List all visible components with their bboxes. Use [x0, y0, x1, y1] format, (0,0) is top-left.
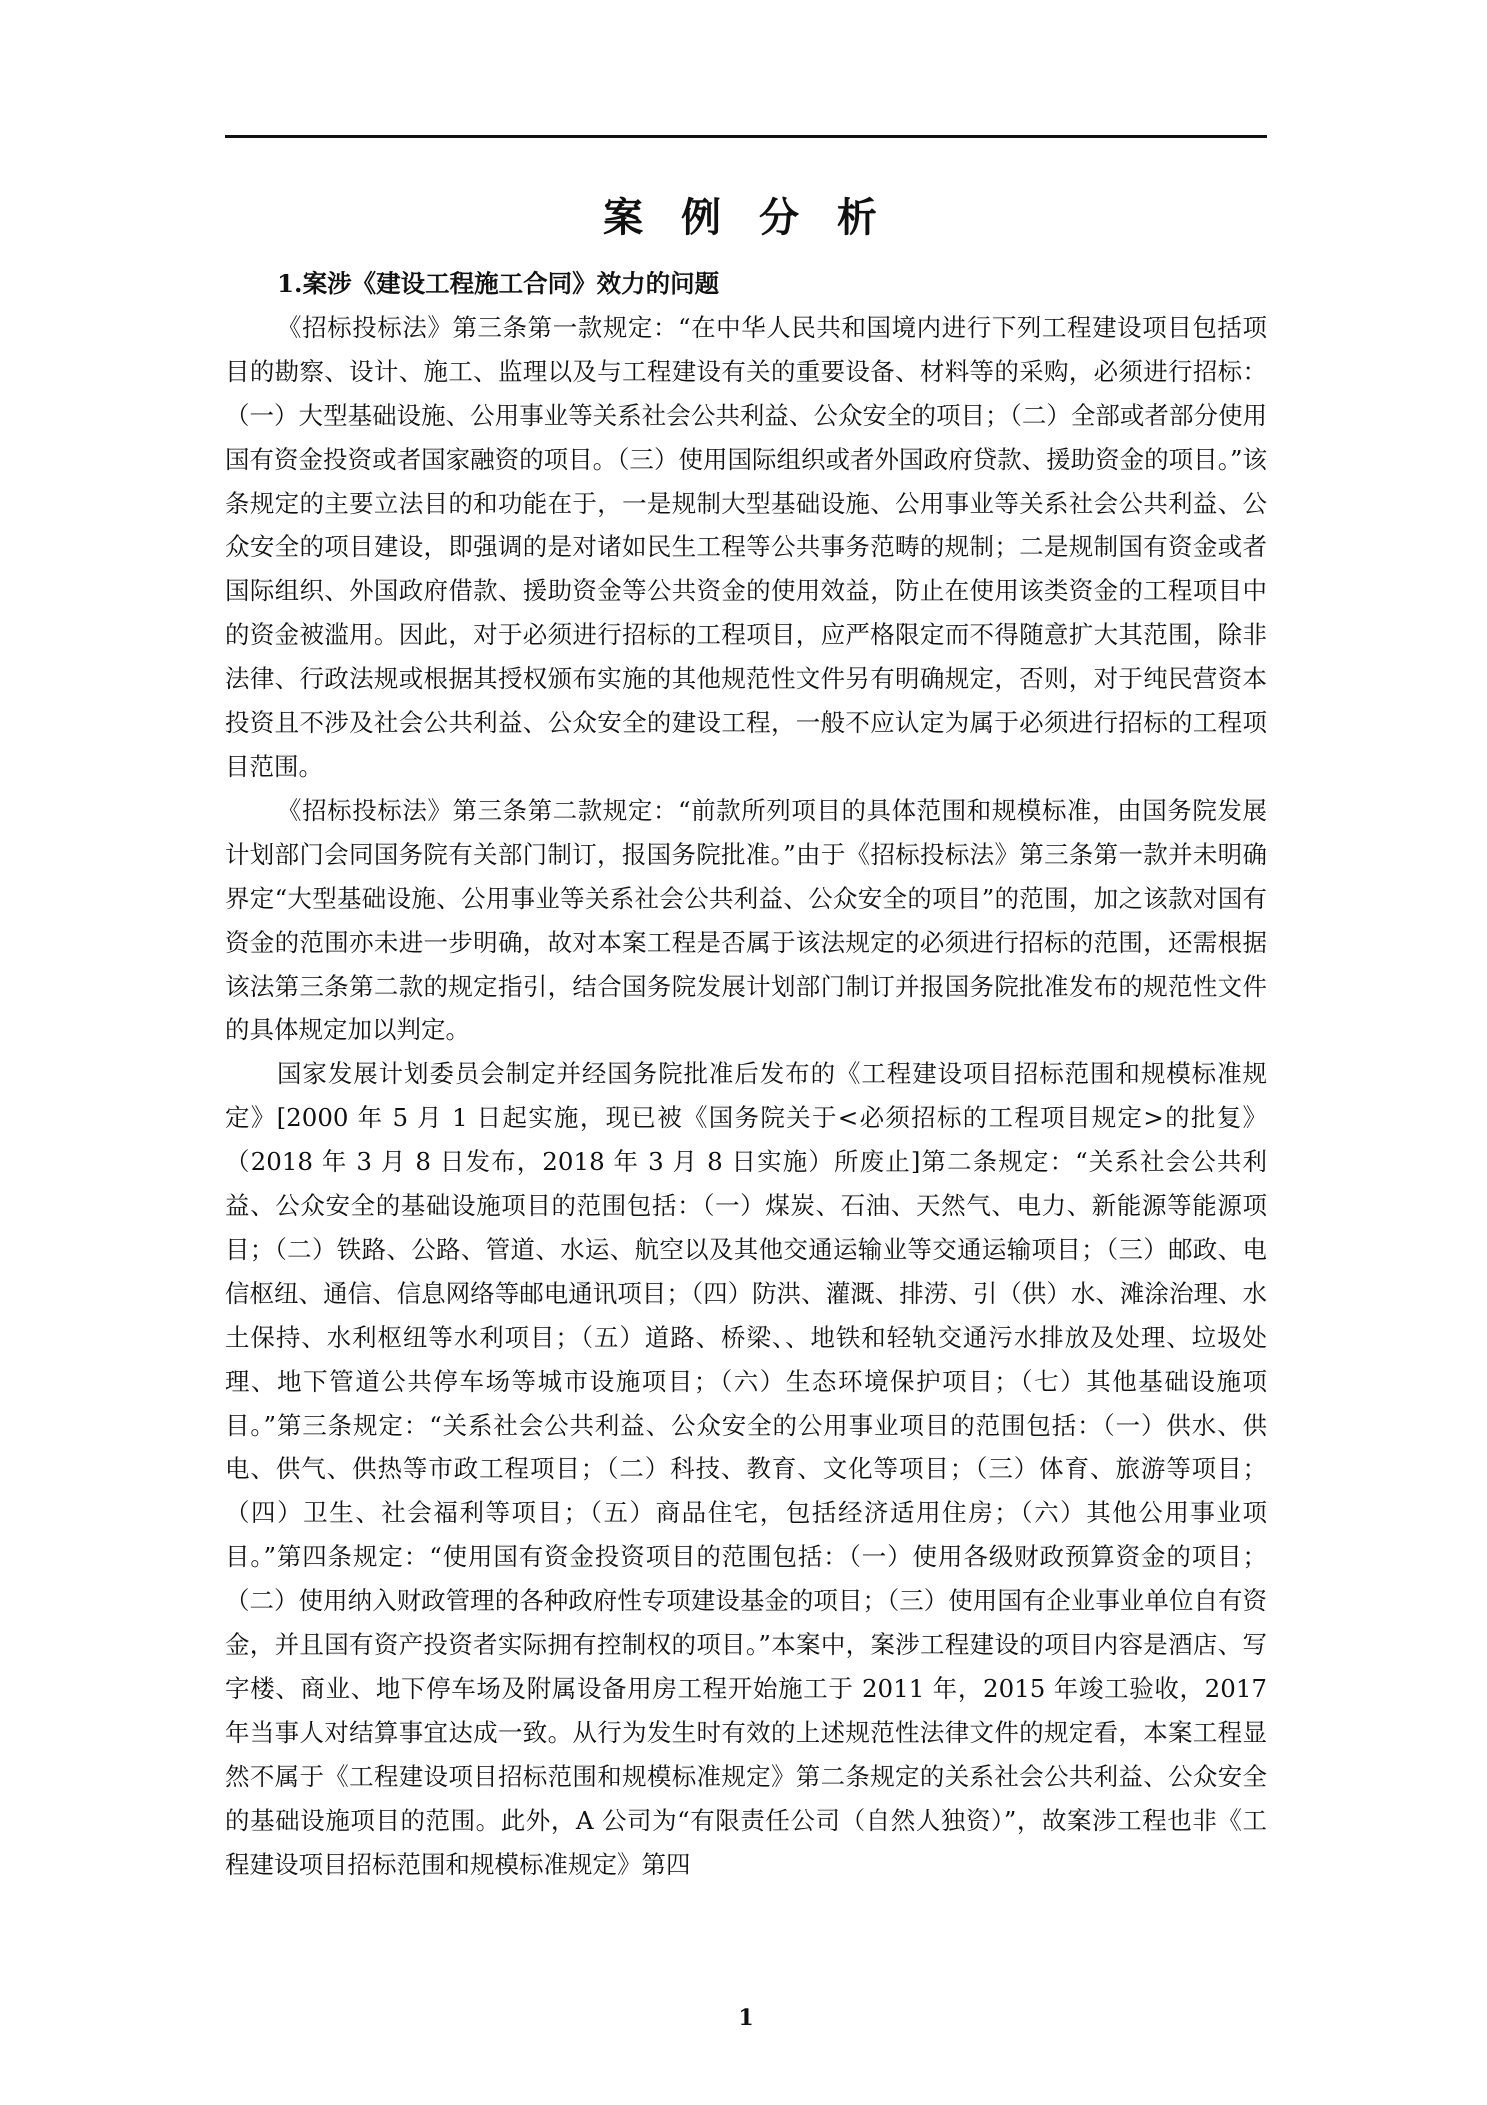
paragraph-1: 《招标投标法》第三条第一款规定：“在中华人民共和国境内进行下列工程建设项目包括项目的勘察、设计、施工、监理以及与工程建设有关的重要设备、材料等的采购，必须进行招标：（一）大型基础设施、公用事业等关系社会公共利益、公众安全的项目；（二）全部或者部分使用国有资金投资或者国家融资的项目。（三）使用国际组织或者外国政府贷款、援助资金的项目。”该条规定的主要立法目的和功能在于，一是规制大型基础设施、公用事业等关系社会公共利益、公众安全的项目建设，即强调的是对诸如民生工程等公共事务范畴的规制；二是规制国有资金或者国际组织、外国政府借款、援助资金等公共资金的使用效益，防止在使用该类资金的工程项目中的资金被滥用。因此，对于必须进行招标的工程项目，应严格限定而不得随意扩大其范围，除非法律、行政法规或根据其授权颁布实施的其他规范性文件另有明确规定，否则，对于纯民营资本投资且不涉及社会公共利益、公众安全的建设工程，一般不应认定为属于必须进行招标的工程项目范围。: [225, 312, 1267, 781]
section-heading: 1.案涉《建设工程施工合同》效力的问题: [277, 269, 720, 298]
paragraph-2: 《招标投标法》第三条第二款规定：“前款所列项目的具体范围和规模标准，由国务院发展计划部门会同国务院有关部门制订，报国务院批准。”由于《招标投标法》第三条第一款并未明确界定“大型基础设施、公用事业等关系社会公共利益、公众安全的项目”的范围，加之该款对国有资金的范围亦未进一步明确，故对本案工程是否属于该法规定的必须进行招标的范围，还需根据该法第三条第二款的规定指引，结合国务院发展计划部门制订并报国务院批准发布的规范性文件的具体规定加以判定。: [225, 795, 1267, 1045]
page-title: 案 例 分 析: [603, 194, 889, 241]
document-body: [225, 262, 1267, 1887]
header-rule: [225, 135, 1267, 138]
page-number: 1: [738, 2005, 754, 2031]
paragraph-3: 国家发展计划委员会制定并经国务院批准后发布的《工程建设项目招标范围和规模标准规定》[2000 年 5 月 1 日起实施，现已被《国务院关于<必须招标的工程项目规定>的批复》（2018 年 3 月 8 日发布，2018 年 3 月 8 日实施）所废止]第二条规定：“关系社会公共利益、公众安全的基础设施项目的范围包括：（一）煤炭、石油、天然气、电力、新能源等能源项目；（二）铁路、公路、管道、水运、航空以及其他交通运输业等交通运输项目；（三）邮政、电信枢纽、通信、信息网络等邮电通讯项目；（四）防洪、灌溉、排涝、引（供）水、滩涂治理、水土保持、水利枢纽等水利项目；（五）道路、桥梁、、地铁和轻轨交通污水排放及处理、垃圾处理、地下管道公共停车场等城市设施项目；（六）生态环境保护项目；（七）其他基础设施项目。”第三条规定：“关系社会公共利益、公众安全的公用事业项目的范围包括：（一）供水、供电、供气、供热等市政工程项目；（二）科技、教育、文化等项目；（三）体育、旅游等项目；（四）卫生、社会福利等项目；（五）商品住宅，包括经济适用住房；（六）其他公用事业项目。”第四条规定：“使用国有资金投资项目的范围包括：（一）使用各级财政预算资金的项目；（二）使用纳入财政管理的各种政府性专项建设基金的项目；（三）使用国有企业事业单位自有资金，并且国有资产投资者实际拥有控制权的项目。”本案中，案涉工程建设的项目内容是酒店、写字楼、商业、地下停车场及附属设备用房工程开始施工于 2011 年，2015 年竣工验收，2017 年当事人对结算事宜达成一致。从行为发生时有效的上述规范性法律文件的规定看，本案工程显然不属于《工程建设项目招标范围和规模标准规定》第二条规定的关系社会公共利益、公众安全的基础设施项目的范围。此外，A 公司为“有限责任公司（自然人独资）”，故案涉工程也非《工程建设项目招标范围和规模标准规定》第四: [225, 1059, 1267, 1879]
